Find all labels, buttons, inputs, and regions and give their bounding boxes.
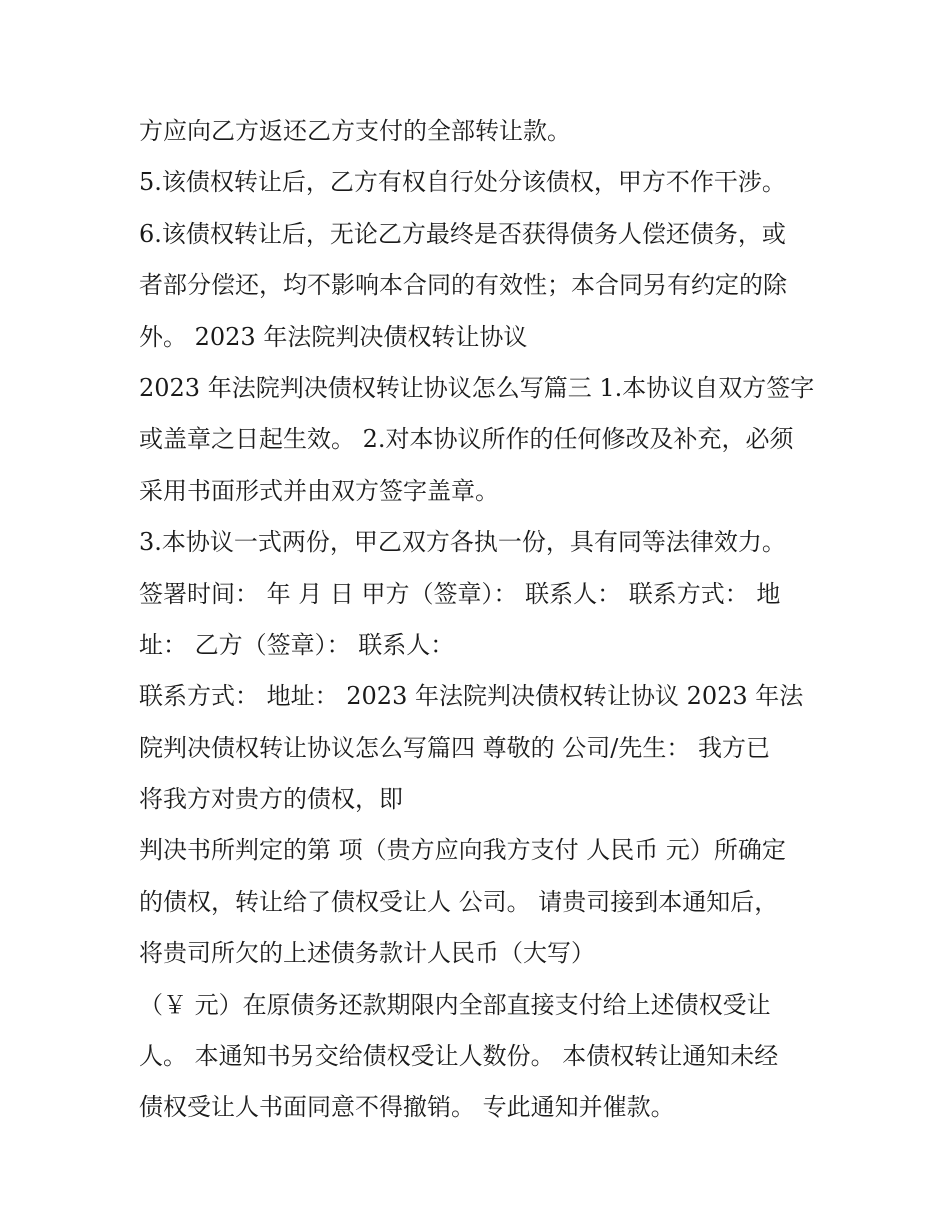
- text-line: 外。 2023 年法院判决债权转让协议: [139, 322, 528, 351]
- text-line: （￥ 元）在原债务还款期限内全部直接支付给上述债权受让: [139, 990, 771, 1019]
- text-line: 者部分偿还，均不影响本合同的有效性；本合同另有约定的除: [139, 271, 787, 300]
- text-line: 将我方对贵方的债权，即: [139, 785, 403, 814]
- text-line: 3.本协议一式两份，甲乙双方各执一份，具有同等法律效力。: [139, 528, 786, 557]
- text-line: 的债权，转让给了债权受让人 公司。 请贵司接到本通知后，: [139, 887, 779, 916]
- text-line: 判决书所判定的第 项（贵方应向我方支付 人民币 元）所确定: [139, 836, 786, 865]
- text-line: 或盖章之日起生效。 2.对本协议所作的任何修改及补充，必须: [139, 425, 794, 454]
- text-line: 6.该债权转让后，无论乙方最终是否获得债务人偿还债务，或: [139, 219, 786, 248]
- text-line: 签署时间： 年 月 日 甲方（签章）： 联系人： 联系方式： 地: [139, 579, 781, 608]
- text-line: 院判决债权转让协议怎么写篇四 尊敬的 公司/先生： 我方已: [139, 733, 770, 762]
- text-line: 将贵司所欠的上述债务款计人民币（大写）: [139, 939, 595, 968]
- text-line: 采用书面形式并由双方签字盖章。: [139, 476, 499, 505]
- text-line: 债权受让人书面同意不得撤销。 专此通知并催款。: [139, 1093, 675, 1122]
- text-line: 联系方式： 地址： 2023 年法院判决债权转让协议 2023 年法: [139, 682, 804, 711]
- text-line: 人。 本通知书另交给债权受让人数份。 本债权转让通知未经: [139, 1042, 779, 1071]
- text-line: 5.该债权转让后，乙方有权自行处分该债权，甲方不作干涉。: [139, 168, 786, 197]
- text-line: 址： 乙方（签章）： 联系人：: [139, 630, 455, 659]
- text-line: 2023 年法院判决债权转让协议怎么写篇三 1.本协议自双方签字: [139, 373, 815, 402]
- text-line: 方应向乙方返还乙方支付的全部转让款。: [139, 117, 571, 145]
- document-body: [139, 106, 829, 1134]
